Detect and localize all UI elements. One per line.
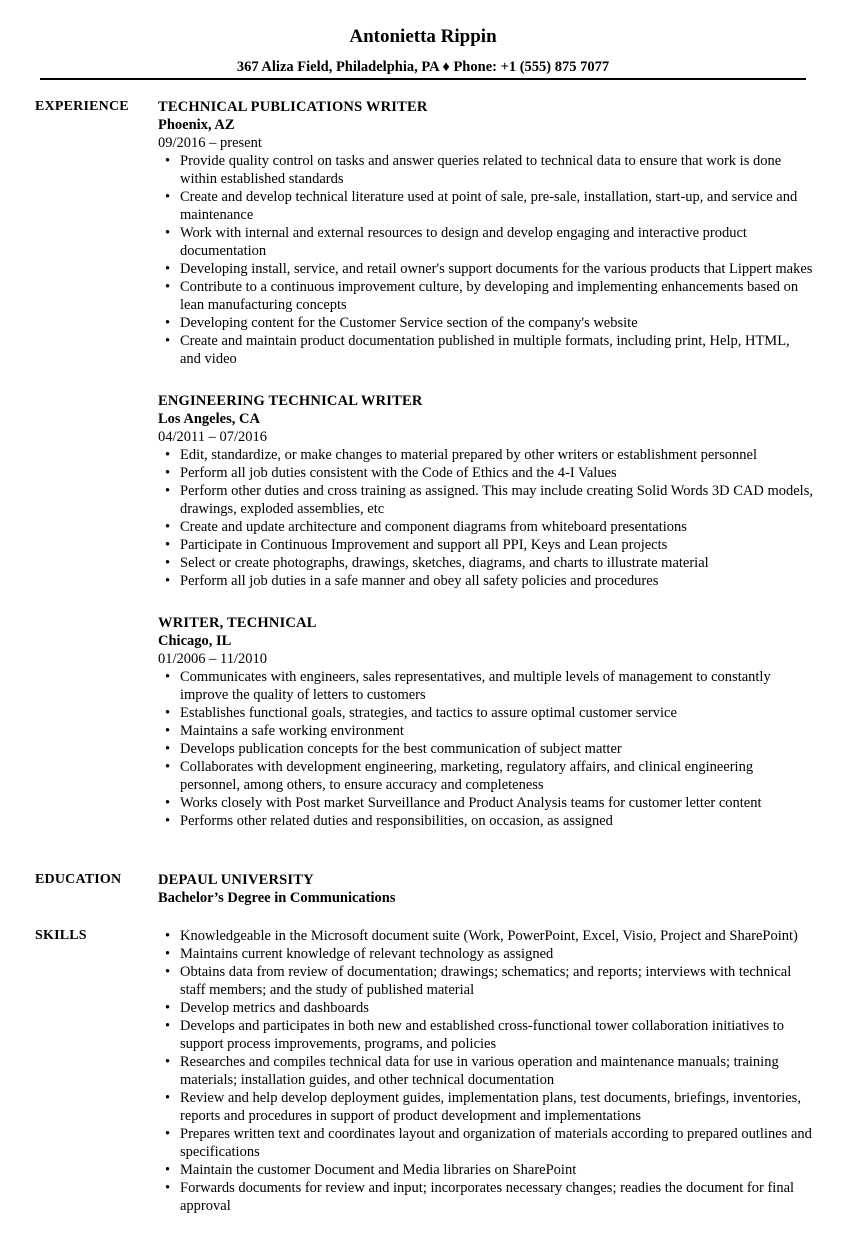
job-title: ENGINEERING TECHNICAL WRITER (158, 393, 423, 409)
list-item: • Developing content for the Customer Service section of the company's website (158, 314, 814, 332)
job-bullets (158, 152, 814, 368)
skills-body (158, 927, 814, 1215)
list-item: • Participate in Continuous Improvement and support all PPI, Keys and Lean projects (158, 536, 814, 554)
list-item: • Select or create photographs, drawings, sketches, diagrams, and charts to illustrate material (158, 554, 814, 572)
list-item: • Works closely with Post market Surveillance and Product Analysis teams for customer letter content (158, 794, 814, 812)
list-item: • Create and maintain product documentation published in multiple formats, including print, Help, HTML, and video (158, 332, 814, 368)
job-dates: 04/2011 – 07/2016 (158, 429, 268, 445)
list-item: • Develops and participates in both new and established cross-functional tower collaboration initiatives to support process improvements, programs, and policies (158, 1017, 814, 1053)
section-title-education: EDUCATION (35, 872, 122, 887)
list-item: • Collaborates with development engineering, marketing, regulatory affairs, and clinical engineering personnel, among others, to ensure accuracy and completeness (158, 758, 814, 794)
list-item: • Performs other related duties and responsibilities, on occasion, as assigned (158, 812, 814, 830)
job-bullets (158, 446, 814, 590)
job-dates: 09/2016 – present (158, 135, 262, 151)
contact-line: 367 Aliza Field, Philadelphia, PA ♦ Phone: +1 (555) 875 7077 (236, 59, 610, 75)
list-item: • Perform other duties and cross training as assigned. This may include creating Solid Words 3D CAD models, drawings, exploded assemblies, etc (158, 482, 814, 518)
list-item: • Develops publication concepts for the best communication of subject matter (158, 740, 814, 758)
header-divider (40, 78, 806, 80)
list-item: • Researches and compiles technical data for use in various operation and maintenance manuals; training materials; installation guides, and other technical documentation (158, 1053, 814, 1089)
list-item: • Knowledgeable in the Microsoft document suite (Work, PowerPoint, Excel, Visio, Project and SharePoint) (158, 927, 814, 945)
list-item: • Maintains current knowledge of relevant technology as assigned (158, 945, 814, 963)
list-item: • Establishes functional goals, strategies, and tactics to assure optimal customer service (158, 704, 814, 722)
job-dates: 01/2006 – 11/2010 (158, 651, 268, 667)
job-title: TECHNICAL PUBLICATIONS WRITER (158, 99, 428, 115)
job-entry (158, 392, 814, 590)
job-location: Chicago, IL (158, 633, 232, 649)
education-body (158, 871, 814, 907)
list-item: • Create and update architecture and component diagrams from whiteboard presentations (158, 518, 814, 536)
skills-bullets (158, 927, 814, 1215)
list-item: • Obtains data from review of documentation; drawings; schematics; and reports; interviews with technical staff members; and the study of published material (158, 963, 814, 999)
job-location: Los Angeles, CA (158, 411, 260, 427)
list-item: • Prepares written text and coordinates layout and organization of materials according to prepared outlines and specifications (158, 1125, 814, 1161)
list-item: • Work with internal and external resources to design and develop engaging and interactive product documentation (158, 224, 814, 260)
list-item: • Maintains a safe working environment (158, 722, 814, 740)
list-item: • Edit, standardize, or make changes to material prepared by other writers or establishment personnel (158, 446, 814, 464)
job-entry (158, 98, 814, 368)
section-title-skills: SKILLS (35, 928, 87, 943)
job-bullets (158, 668, 814, 830)
list-item: • Forwards documents for review and input; incorporates necessary changes; readies the document for final approval (158, 1179, 814, 1215)
job-title: WRITER, TECHNICAL (158, 615, 317, 631)
section-title-experience: EXPERIENCE (35, 99, 129, 114)
list-item: • Review and help develop deployment guides, implementation plans, test documents, briefings, inventories, reports and procedures in support of product development and implementations (158, 1089, 814, 1125)
list-item: • Contribute to a continuous improvement culture, by developing and implementing enhancements based on lean manufacturing concepts (158, 278, 814, 314)
job-entry (158, 614, 814, 830)
list-item: • Create and develop technical literature used at point of sale, pre-sale, installation, start-up, and service and maintenance (158, 188, 814, 224)
degree: Bachelor’s Degree in Communications (158, 890, 396, 906)
list-item: • Maintain the customer Document and Media libraries on SharePoint (158, 1161, 814, 1179)
list-item: • Perform all job duties in a safe manner and obey all safety policies and procedures (158, 572, 814, 590)
list-item: • Provide quality control on tasks and answer queries related to technical data to ensure that work is done within established standards (158, 152, 814, 188)
list-item: • Developing install, service, and retail owner's support documents for the various products that Lippert makes (158, 260, 814, 278)
job-location: Phoenix, AZ (158, 117, 235, 133)
list-item: • Perform all job duties consistent with the Code of Ethics and the 4-I Values (158, 464, 814, 482)
school-name: DEPAUL UNIVERSITY (158, 872, 314, 888)
list-item: • Develop metrics and dashboards (158, 999, 814, 1017)
resume-name: Antonietta Rippin (349, 26, 497, 47)
list-item: • Communicates with engineers, sales representatives, and multiple levels of management to constantly improve the quality of letters to customers (158, 668, 814, 704)
experience-body (158, 98, 814, 830)
